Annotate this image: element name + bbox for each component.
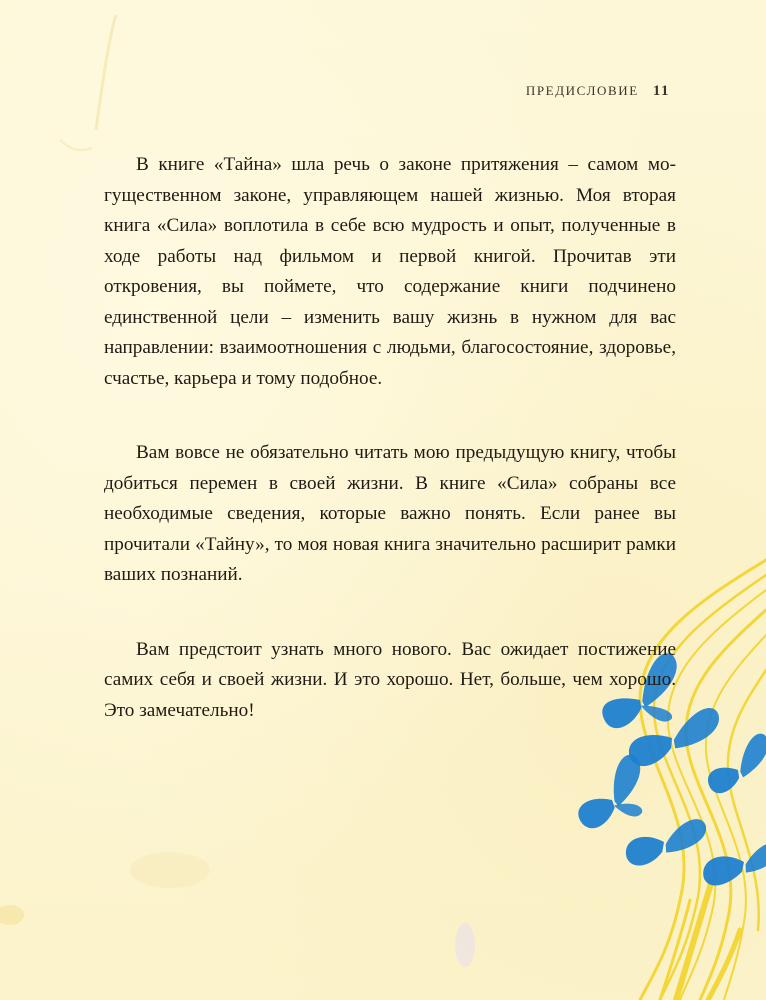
faint-blotch — [0, 905, 24, 925]
faint-brush-stroke — [60, 140, 92, 150]
butterfly-icon — [702, 733, 766, 795]
page-number: 11 — [652, 83, 670, 99]
faint-blotch — [455, 923, 475, 967]
running-header — [526, 83, 670, 100]
paragraph: Вам вовсе не обязательно читать мою предыдущую книгу, чтобы добиться перемен в своей жизни. В книге «Сила» собраны все необходимые сведения, которые важно понять. Если ранее вы прочитали «Тайну», то моя новая книга значительно расширит рамки ваших познаний. — [104, 442, 676, 585]
faint-blotch — [130, 852, 210, 888]
faint-brush-stroke — [96, 15, 116, 130]
body-text — [104, 150, 676, 770]
running-title: ПРЕДИСЛОВИЕ — [525, 83, 639, 98]
paragraph: Вам предстоит узнать много нового. Вас ожидает постижение самих себя и своей жизни. И это хорошо. Нет, больше, чем хорошо. Это замечательно! — [104, 638, 676, 721]
paragraph: В книге «Тайна» шла речь о законе притяжения – самом могущественном законе, управляющем нашей жизнью. Моя вторая книга «Сила» воплотила в себе всю мудрость и опыт, полученные в ходе работы над фильмом и первой книгой. Прочитав эти откровения, вы поймете, что содержание книги подчинено единственной цели – изменить вашу жизнь в нужном для вас направлении: взаимоотношения с людьми, благосостояние, здоровье, счастье, карьера и тому подобное. — [104, 154, 676, 389]
butterfly-icon — [624, 808, 708, 876]
